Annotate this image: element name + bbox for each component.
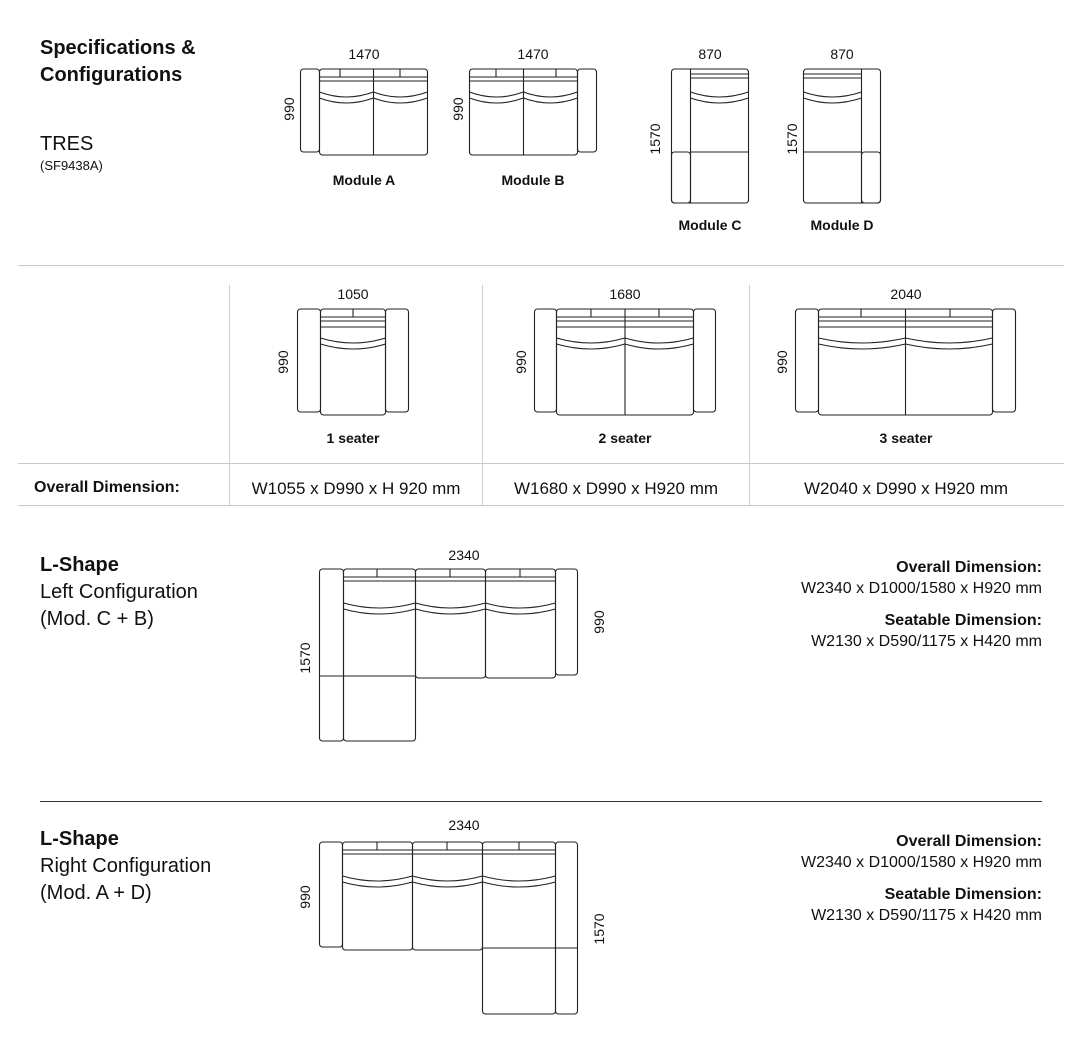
seater-2-depth: 990	[513, 350, 529, 374]
lshape-left-seatable-value: W2130 x D590/1175 x H420 mm	[811, 633, 1042, 650]
seater-2-overall: W1680 x D990 x H920 mm	[513, 479, 719, 498]
lshape-left-specs	[722, 557, 1042, 652]
module-d-width: 870	[830, 46, 854, 62]
seater-1-depth: 990	[275, 350, 291, 374]
module-d-drawing	[803, 68, 881, 204]
seater-1-overall: W1055 x D990 x H 920 mm	[251, 479, 461, 498]
table-divider	[749, 285, 750, 505]
seater-2-drawing	[534, 308, 716, 416]
table-divider	[229, 285, 230, 505]
lshape-right-seatable-value: W2130 x D590/1175 x H420 mm	[811, 907, 1042, 924]
lshape-left-subtitle: Left Configuration	[40, 581, 198, 603]
module-a-label: Module A	[332, 172, 396, 188]
seater-1-width: 1050	[337, 286, 369, 302]
lshape-left-width: 2340	[448, 547, 480, 563]
lshape-right-specs	[722, 831, 1042, 926]
overall-dimension-label: Overall Dimension:	[34, 479, 180, 496]
module-a-width: 1470	[348, 46, 380, 62]
lshape-left-drawing	[319, 568, 581, 743]
product-code: (SF9438A)	[40, 158, 103, 173]
module-b-width: 1470	[517, 46, 549, 62]
lshape-left-overall-label: Overall Dimension:	[896, 559, 1042, 576]
seater-1-label: 1 seater	[326, 430, 380, 446]
seater-1-drawing	[297, 308, 409, 416]
module-a-drawing	[300, 68, 428, 156]
seater-3-overall: W2040 x D990 x H920 mm	[803, 479, 1009, 498]
module-c-width: 870	[698, 46, 722, 62]
module-b-drawing	[469, 68, 597, 156]
lshape-right-heading	[40, 826, 211, 907]
module-c-drawing	[671, 68, 749, 204]
page-title-line1: Specifications &	[40, 37, 196, 59]
product-name: TRES	[40, 133, 94, 155]
lshape-right-depth-right: 1570	[591, 913, 607, 945]
lshape-right-overall-label: Overall Dimension:	[896, 833, 1042, 850]
lshape-right-seatable-label: Seatable Dimension:	[884, 886, 1042, 903]
lshape-right-drawing	[319, 841, 581, 1017]
module-b-label: Module B	[501, 172, 565, 188]
lshape-right-depth-left: 990	[297, 885, 313, 909]
page-title-line2: Configurations	[40, 64, 183, 86]
lshape-right-width: 2340	[448, 817, 480, 833]
lshape-left-depth-left: 1570	[297, 642, 313, 674]
lshape-right-subtitle: Right Configuration	[40, 855, 212, 877]
seater-3-width: 2040	[890, 286, 922, 302]
module-d-depth: 1570	[784, 123, 800, 155]
lshape-left-modules: (Mod. C + B)	[40, 608, 154, 630]
page-title	[40, 35, 196, 89]
seater-3-depth: 990	[774, 350, 790, 374]
module-b-depth: 990	[450, 97, 466, 121]
divider	[18, 265, 1064, 266]
seater-3-label: 3 seater	[879, 430, 933, 446]
lshape-left-heading	[40, 552, 198, 633]
section-divider	[40, 801, 1042, 802]
lshape-left-seatable-label: Seatable Dimension:	[884, 612, 1042, 629]
divider	[18, 505, 1064, 506]
seater-2-width: 1680	[609, 286, 641, 302]
seater-3-drawing	[795, 308, 1017, 416]
table-divider	[482, 285, 483, 505]
lshape-left-overall-value: W2340 x D1000/1580 x H920 mm	[800, 580, 1042, 597]
module-c-label: Module C	[678, 217, 742, 233]
lshape-left-depth-right: 990	[591, 610, 607, 634]
module-c-depth: 1570	[647, 123, 663, 155]
seater-2-label: 2 seater	[598, 430, 652, 446]
divider	[18, 463, 1064, 464]
lshape-right-modules: (Mod. A + D)	[40, 882, 152, 904]
module-d-label: Module D	[810, 217, 874, 233]
lshape-left-title: L-Shape	[40, 554, 119, 576]
lshape-right-title: L-Shape	[40, 828, 119, 850]
module-a-depth: 990	[281, 97, 297, 121]
lshape-right-overall-value: W2340 x D1000/1580 x H920 mm	[800, 854, 1042, 871]
